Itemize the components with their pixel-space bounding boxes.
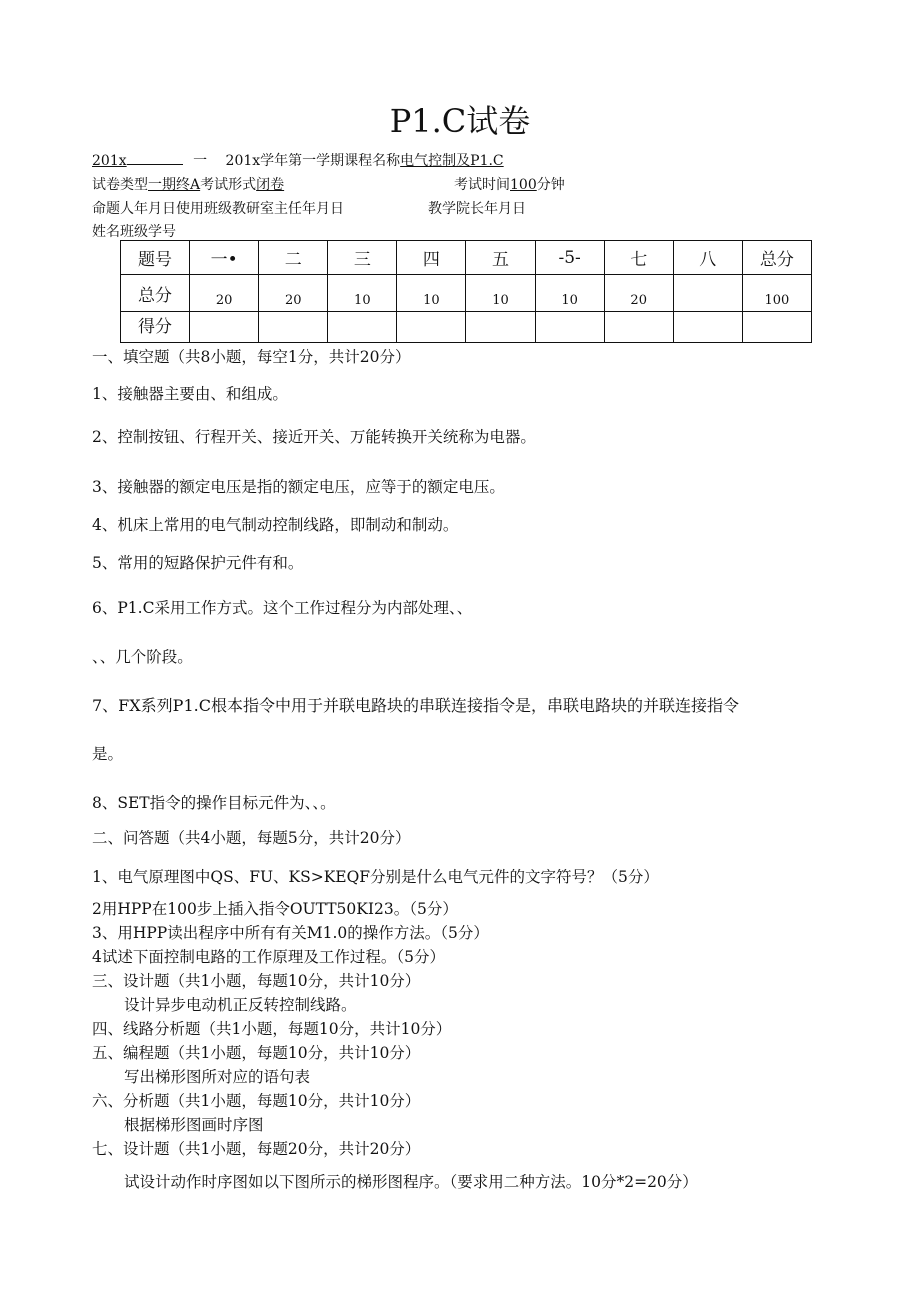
total-cell: 10: [535, 275, 604, 312]
section-programming-heading: 五、编程题（共1小题，每题10分，共计10分）: [92, 1044, 421, 1062]
total-cell: 10: [328, 275, 397, 312]
question-line: 写出梯形图所对应的语句表: [124, 1068, 311, 1086]
totals-label: 总分: [121, 275, 190, 312]
question-line: 、、几个阶段。: [92, 648, 193, 666]
section-analysis-heading: 六、分析题（共1小题，每题10分，共计10分）: [92, 1092, 421, 1110]
total-cell: 10: [397, 275, 466, 312]
header-proposer-line: [92, 198, 592, 218]
question-line: 1、接触器主要由、和组成。: [92, 385, 288, 403]
question-line: 2用HPP在100步上插入指令OUTT50KI23。（5分）: [92, 900, 458, 918]
question-line: 4试述下面控制电路的工作原理及工作过程。（5分）: [92, 948, 445, 966]
score-label: 得分: [121, 312, 190, 343]
course-name: 电气控制及P1.C: [400, 153, 504, 169]
exam-time-unit: 分钟: [536, 177, 565, 193]
question-line: 5、常用的短路保护元件有和。: [92, 554, 304, 572]
paper-type: 一期终A: [148, 177, 201, 193]
question-line: 7、FX系列P1.C根本指令中用于并联电路块的串联连接指令是，串联电路块的并联连接指令: [92, 696, 739, 715]
section-qa-heading: 二、问答题（共4小题，每题5分，共计20分）: [92, 829, 411, 847]
score-cell[interactable]: [259, 312, 328, 343]
header-cell: 八: [673, 241, 742, 275]
score-cell[interactable]: [535, 312, 604, 343]
header-cell: 总分: [742, 241, 811, 275]
total-cell: 20: [190, 275, 259, 312]
total-cell: 100: [742, 275, 811, 312]
header-cell: 五: [466, 241, 535, 275]
score-table-header-row: [121, 241, 812, 275]
total-cell: 20: [604, 275, 673, 312]
year-rest: 201x学年第一学期课程名称: [225, 153, 401, 169]
year-start: 201x: [92, 153, 127, 169]
score-cell[interactable]: [466, 312, 535, 343]
question-line: 3、接触器的额定电压是指的额定电压，应等于的额定电压。: [92, 478, 505, 496]
page-title: P1.C试卷: [389, 102, 531, 140]
exam-form: 闭卷: [256, 177, 285, 193]
score-cell[interactable]: [673, 312, 742, 343]
header-cell: 七: [604, 241, 673, 275]
score-cell[interactable]: [190, 312, 259, 343]
score-table: [120, 240, 812, 343]
section-design2-heading: 七、设计题（共1小题，每题20分，共计20分）: [92, 1140, 421, 1158]
score-cell[interactable]: [397, 312, 466, 343]
score-cell[interactable]: [742, 312, 811, 343]
header-paper-line: [92, 174, 592, 194]
header-cell: 三: [328, 241, 397, 275]
score-table-score-row: [121, 312, 812, 343]
question-line: 4、机床上常用的电气制动控制线路，即制动和制动。: [92, 516, 459, 534]
score-cell[interactable]: [604, 312, 673, 343]
total-cell: [673, 275, 742, 312]
exam-time-label: 考试时间: [454, 177, 510, 193]
exam-time: [454, 174, 565, 194]
student-line: 姓名班级学号: [92, 224, 176, 240]
header-cell: 题号: [121, 241, 190, 275]
question-line: 试设计动作时序图如以下图所示的梯形图程序。（要求用二种方法。10分*2=20分）: [124, 1173, 698, 1191]
proposer-line: 命题人年月日使用班级教研室主任年月日: [92, 201, 344, 217]
score-cell[interactable]: [328, 312, 397, 343]
header-course-line: [92, 150, 504, 170]
score-table-totals-row: [121, 275, 812, 312]
blank-underline: [127, 151, 183, 165]
paper-type-label: 试卷类型: [92, 177, 148, 193]
header-cell: -5-: [535, 241, 604, 275]
section-fill-blank-heading: 一、填空题（共8小题，每空1分，共计20分）: [92, 348, 411, 366]
dean-line: 教学院长年月日: [428, 201, 526, 217]
header-cell: 四: [397, 241, 466, 275]
dash: 一: [193, 153, 208, 169]
question-line: 是。: [92, 745, 124, 763]
question-line: 2、控制按钮、行程开关、接近开关、万能转换开关统称为电器。: [92, 428, 536, 446]
question-line: 设计异步电动机正反转控制线路。: [124, 996, 357, 1014]
question-line: 1、电气原理图中QS、FU、KS>KEQF分别是什么电气元件的文字符号？（5分）: [92, 868, 659, 886]
section-circuit-heading: 四、线路分析题（共1小题，每题10分，共计10分）: [92, 1020, 452, 1038]
exam-time-value: 100: [510, 177, 537, 193]
total-cell: 10: [466, 275, 535, 312]
total-cell: 20: [259, 275, 328, 312]
question-line: 根据梯形图画时序图: [124, 1116, 264, 1134]
section-design-heading: 三、设计题（共1小题，每题10分，共计10分）: [92, 972, 421, 990]
question-line: 3、用HPP读出程序中所有有关M1.0的操作方法。（5分）: [92, 924, 489, 942]
question-line: 6、P1.C采用工作方式。这个工作过程分为内部处理、、: [92, 599, 473, 617]
exam-form-label: 考试形式: [200, 177, 257, 193]
header-cell: 二: [259, 241, 328, 275]
header-cell: 一•: [190, 241, 259, 275]
question-line: 8、SET指令的操作目标元件为、、。: [92, 794, 336, 812]
